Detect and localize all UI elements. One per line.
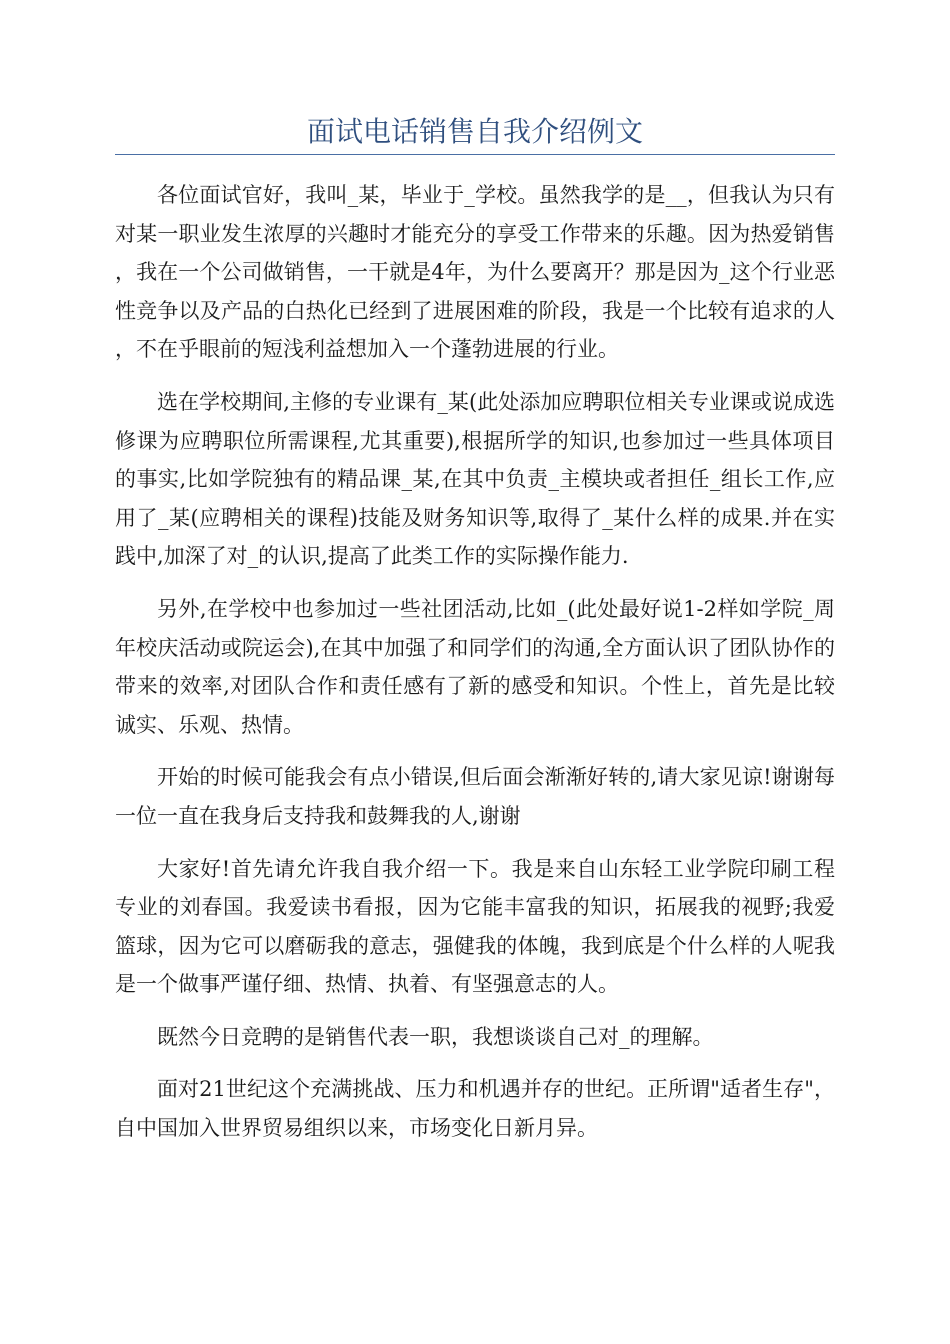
paragraph-7: 面对21世纪这个充满挑战、压力和机遇并存的世纪。正所谓"适者生存"，自中国加入世界贸易组织以来，市场变化日新月异。 bbox=[115, 1077, 835, 1141]
paragraph-3: 另外,在学校中也参加过一些社团活动,比如_(此处最好说1-2样如学院_周年校庆活动或院运会),在其中加强了和同学们的沟通,全方面认识了团队协作的带来的效率,对团队合作和责任感有了新的感受和知识。个性上，首先是比较诚实、乐观、热情。 bbox=[115, 596, 835, 737]
paragraph-6: 既然今日竞聘的是销售代表一职，我想谈谈自己对_的理解。 bbox=[157, 1024, 714, 1049]
paragraph-1: 各位面试官好，我叫_某，毕业于_学校。虽然我学的是__，但我认为只有对某一职业发生浓厚的兴趣时才能充分的享受工作带来的乐趣。因为热爱销售，我在一个公司做销售，一干就是4年，为什么要离开？那是因为_这个行业恶性竞争以及产品的白热化已经到了进展困难的阶段，我是一个比较有追求的人，不在乎眼前的短浅利益想加入一个蓬勃进展的行业。 bbox=[115, 183, 835, 362]
paragraph-4: 开始的时候可能我会有点小错误,但后面会渐渐好转的,请大家见谅!谢谢每一位一直在我身后支持我和鼓舞我的人,谢谢 bbox=[115, 765, 835, 828]
document-title: 面试电话销售自我介绍例文 bbox=[306, 115, 643, 148]
paragraph-2: 选在学校期间,主修的专业课有_某(此处添加应聘职位相关专业课或说成选修课为应聘职位所需课程,尤其重要),根据所学的知识,也参加过一些具体项目的事实,比如学院独有的精品课_某,在其中负责_主模块或者担任_组长工作,应用了_某(应聘相关的课程)技能及财务知识等,取得了_某什么样的成果.并在实践中,加深了对_的认识,提高了此类工作的实际操作能力. bbox=[115, 389, 835, 569]
document-body bbox=[115, 176, 835, 1162]
title-underline bbox=[115, 154, 835, 155]
paragraph-5: 大家好!首先请允许我自我介绍一下。我是来自山东轻工业学院印刷工程专业的刘春国。我爱读书看报，因为它能丰富我的知识，拓展我的视野;我爱篮球，因为它可以磨砺我的意志，强健我的体魄，我到底是个什么样的人呢我是一个做事严谨仔细、热情、执着、有坚强意志的人。 bbox=[115, 856, 835, 997]
